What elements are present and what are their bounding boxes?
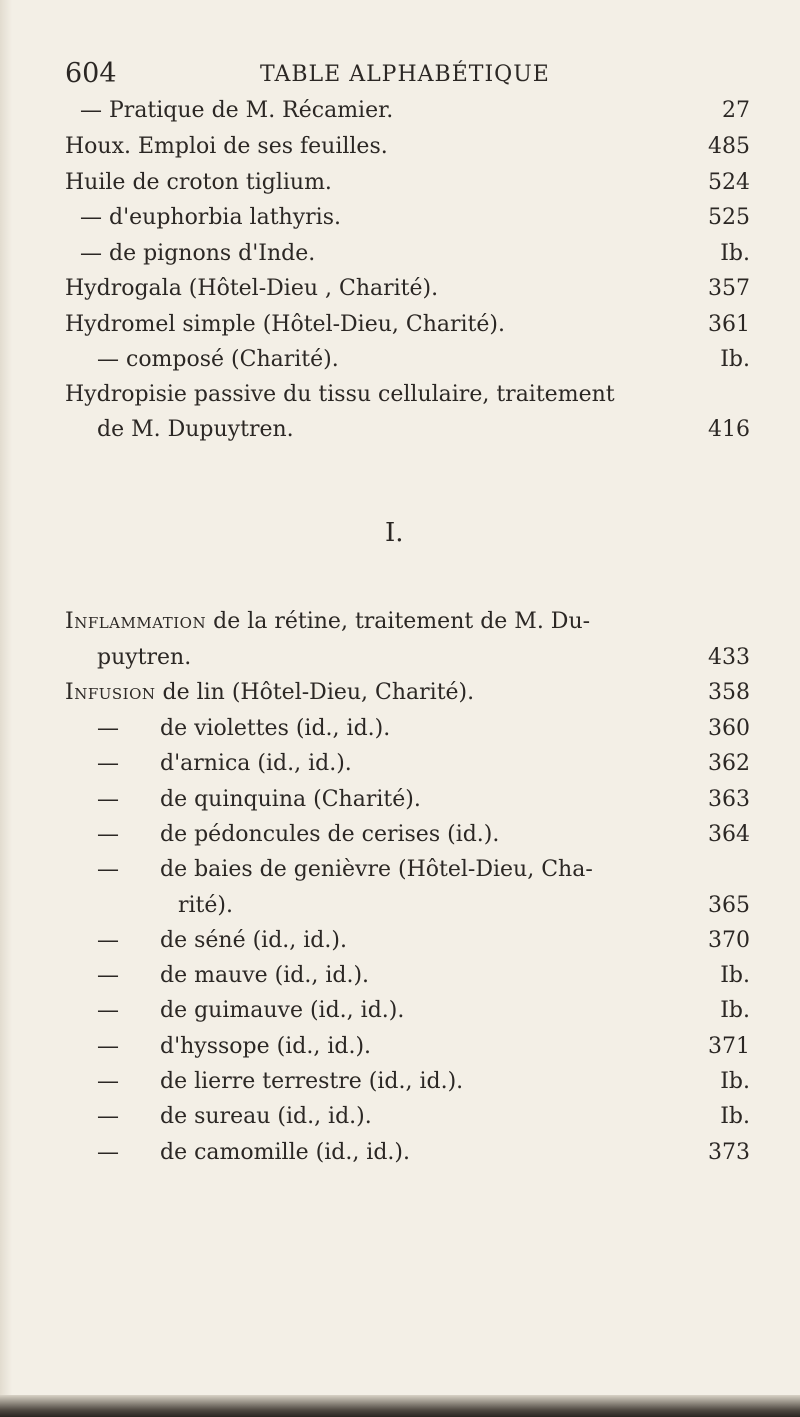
page-header bbox=[65, 58, 755, 98]
index-entry bbox=[0, 307, 800, 343]
index-entry bbox=[0, 129, 800, 165]
ditto-dash: — bbox=[97, 787, 119, 812]
entry-text: — Pratique de M. Récamier. bbox=[80, 98, 394, 123]
entry-page: 364 bbox=[708, 822, 750, 847]
entry-text: de camomille (id., id.). bbox=[160, 1140, 410, 1165]
entry-text: de lin (Hôtel-Dieu, Charité). bbox=[162, 680, 475, 705]
entry-page: Ib. bbox=[720, 963, 750, 988]
ditto-dash: — bbox=[97, 751, 119, 776]
section-letter: I. bbox=[385, 518, 404, 548]
index-entry bbox=[0, 675, 800, 711]
entry-page: 361 bbox=[708, 312, 750, 337]
entry-page: Ib. bbox=[720, 241, 750, 266]
entry-text: de M. Dupuytren. bbox=[97, 417, 294, 442]
entry-page: 363 bbox=[708, 787, 750, 812]
entry-page: 358 bbox=[708, 680, 750, 705]
index-entry bbox=[0, 165, 800, 201]
index-subentry bbox=[0, 1029, 800, 1065]
ditto-dash: — bbox=[97, 963, 119, 988]
ditto-dash: — bbox=[97, 1104, 119, 1129]
entry-text: Huile de croton tiglium. bbox=[65, 170, 332, 195]
page-bottom-edge bbox=[0, 1395, 800, 1417]
index-entry bbox=[0, 93, 800, 129]
entry-text: de lierre terrestre (id., id.). bbox=[160, 1069, 464, 1094]
ditto-dash: — bbox=[97, 857, 119, 882]
ditto-dash: — bbox=[97, 998, 119, 1023]
index-subentry bbox=[0, 746, 800, 782]
entry-page: 416 bbox=[708, 417, 750, 442]
entry-text: de mauve (id., id.). bbox=[160, 963, 370, 988]
entry-page: 373 bbox=[708, 1140, 750, 1165]
index-entry bbox=[0, 200, 800, 236]
entry-text: d'hyssope (id., id.). bbox=[160, 1034, 372, 1059]
entry-text: Hydrogala (Hôtel-Dieu , Charité). bbox=[65, 276, 439, 301]
ditto-dash: — bbox=[97, 1034, 119, 1059]
entry-text: de séné (id., id.). bbox=[160, 928, 347, 953]
ditto-dash: — bbox=[97, 1069, 119, 1094]
entry-page: Ib. bbox=[720, 347, 750, 372]
index-entry bbox=[0, 377, 800, 413]
index-subentry bbox=[0, 923, 800, 959]
entry-page: 524 bbox=[708, 170, 750, 195]
index-subentry bbox=[0, 993, 800, 1029]
entry-page: 371 bbox=[708, 1034, 750, 1059]
entry-page: 433 bbox=[708, 645, 750, 670]
index-subentry bbox=[0, 1064, 800, 1100]
entry-page: 370 bbox=[708, 928, 750, 953]
index-entry bbox=[0, 640, 800, 676]
entry-text: de baies de genièvre (Hôtel-Dieu, Cha- bbox=[160, 857, 593, 882]
ditto-dash: — bbox=[97, 716, 119, 741]
index-entry bbox=[0, 271, 800, 307]
entry-page: 485 bbox=[708, 134, 750, 159]
entry-headword: Inflammation bbox=[65, 609, 207, 634]
entry-text: puytren. bbox=[97, 645, 192, 670]
entry-text: rité). bbox=[178, 893, 233, 918]
entry-text: Hydropisie passive du tissu cellulaire, traitement bbox=[65, 382, 615, 407]
ditto-dash: — bbox=[97, 1140, 119, 1165]
index-subentry bbox=[0, 782, 800, 818]
entry-page: Ib. bbox=[720, 1104, 750, 1129]
entry-text: Hydromel simple (Hôtel-Dieu, Charité). bbox=[65, 312, 505, 337]
index-subentry bbox=[0, 1099, 800, 1135]
entry-text: de la rétine, traitement de M. Du- bbox=[213, 609, 591, 634]
entry-page: 360 bbox=[708, 716, 750, 741]
entry-text: Houx. Emploi de ses feuilles. bbox=[65, 134, 388, 159]
index-subentry bbox=[0, 888, 800, 924]
entry-text: de guimauve (id., id.). bbox=[160, 998, 405, 1023]
index-subentry bbox=[0, 852, 800, 888]
entry-page: 525 bbox=[708, 205, 750, 230]
index-subentry bbox=[0, 711, 800, 747]
entry-text: — de pignons d'Inde. bbox=[80, 241, 316, 266]
entry-page: 357 bbox=[708, 276, 750, 301]
index-subentry bbox=[0, 958, 800, 994]
entry-page: Ib. bbox=[720, 1069, 750, 1094]
entry-page: 365 bbox=[708, 893, 750, 918]
index-subentry bbox=[0, 1135, 800, 1171]
entry-page: 362 bbox=[708, 751, 750, 776]
entry-text: de violettes (id., id.). bbox=[160, 716, 391, 741]
page-number: 604 bbox=[65, 58, 117, 89]
ditto-dash: — bbox=[97, 822, 119, 847]
running-head: TABLE ALPHABÉTIQUE bbox=[260, 62, 550, 87]
ditto-dash: — bbox=[97, 928, 119, 953]
entry-text: de pédoncules de cerises (id.). bbox=[160, 822, 500, 847]
entry-text: de quinquina (Charité). bbox=[160, 787, 421, 812]
entry-text: — composé (Charité). bbox=[97, 347, 339, 372]
index-subentry bbox=[0, 817, 800, 853]
index-entry bbox=[0, 604, 800, 640]
index-entry bbox=[0, 412, 800, 448]
entry-text: d'arnica (id., id.). bbox=[160, 751, 352, 776]
entry-text: de sureau (id., id.). bbox=[160, 1104, 372, 1129]
index-entry bbox=[0, 236, 800, 272]
entry-page: 27 bbox=[722, 98, 750, 123]
entry-text: — d'euphorbia lathyris. bbox=[80, 205, 341, 230]
entry-headword: Infusion bbox=[65, 680, 156, 705]
index-entry bbox=[0, 342, 800, 378]
entry-page: Ib. bbox=[720, 998, 750, 1023]
